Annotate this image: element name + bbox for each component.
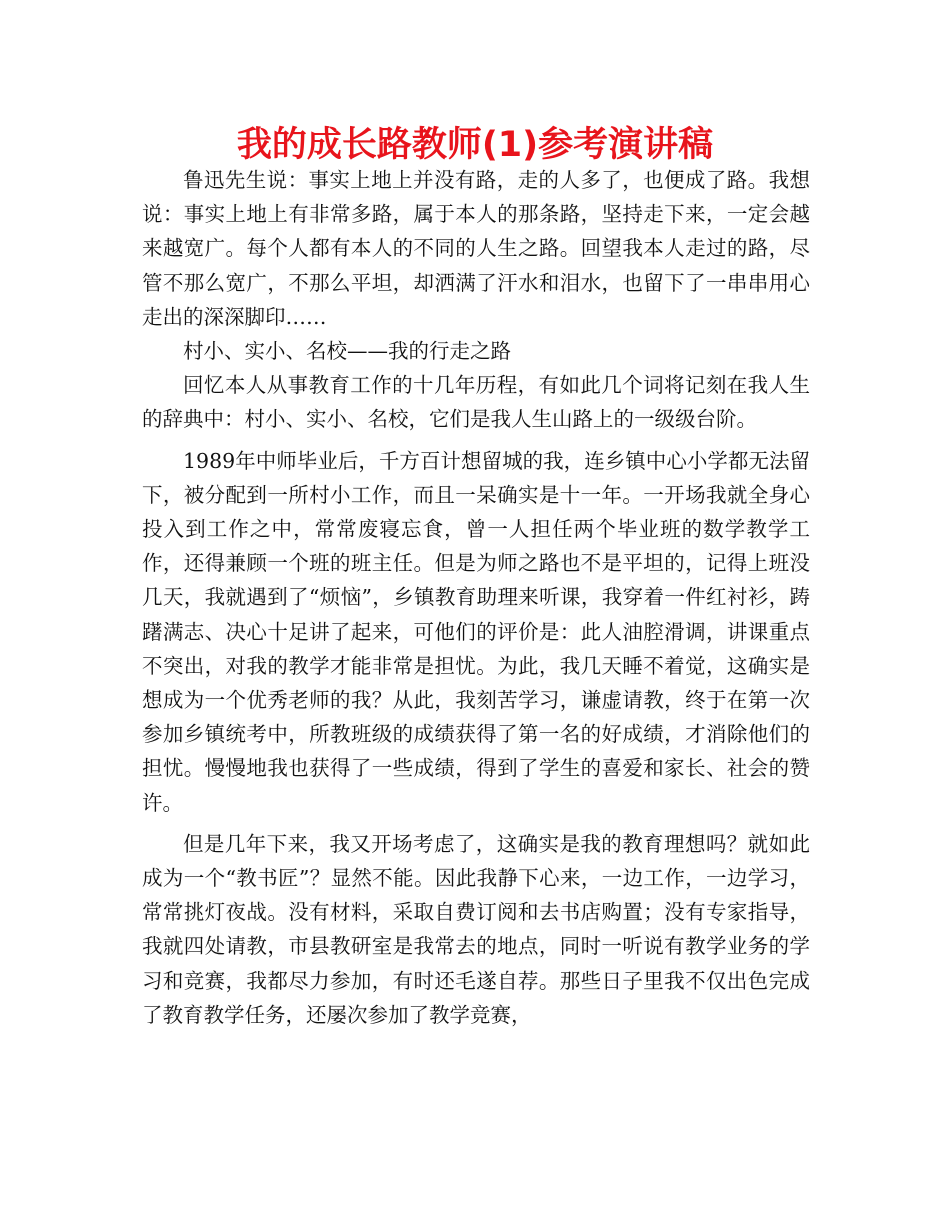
document-body — [142, 163, 810, 1032]
paragraph-recollection: 回忆本人从事教育工作的十几年历程，有如此几个词将记刻在我人生的辞典中：村小、实小、名校，它们是我人生山路上的一级级台阶。 — [142, 373, 810, 432]
paragraph-reflection: 但是几年下来，我又开场考虑了，这确实是我的教育理想吗？就如此成为一个“教书匠”？显然不能。因此我静下心来，一边工作，一边学习，常常挑灯夜战。没有材料，采取自费订阅和去书店购置；没有专家指导，我就四处请教，市县教研室是我常去的地点，同时一听说有教学业务的学习和竞赛，我都尽力参加，有时还毛遂自荐。那些日子里我不仅出色完成了教育教学任务，还屡次参加了教学竞赛， — [142, 831, 810, 1027]
paragraph-village-school: 1989年中师毕业后，千方百计想留城的我，连乡镇中心小学都无法留下，被分配到一所村小工作，而且一呆确实是十一年。一开场我就全身心投入到工作之中，常常废寝忘食，曾一人担任两个毕业班的数学教学工作，还得兼顾一个班的班主任。但是为师之路也不是平坦的，记得上班没几天，我就遇到了“烦恼”，乡镇教育助理来听课，我穿着一件红衬衫，踌躇满志、决心十足讲了起来，可他们的评价是：此人油腔滑调，讲课重点不突出，对我的教学才能非常是担忧。为此，我几天睡不着觉，这确实是想成为一个优秀老师的我？从此，我刻苦学习，谦虚请教，终于在第一次参加乡镇统考中，所教班级的成绩获得了第一名的好成绩，才消除他们的担忧。慢慢地我也获得了一些成绩，得到了学生的喜爱和家长、社会的赞许。 — [142, 448, 810, 815]
paragraph-intro: 鲁迅先生说：事实上地上并没有路，走的人多了，也便成了路。我想说：事实上地上有非常多路，属于本人的那条路，坚持走下来，一定会越来越宽广。每个人都有本人的不同的人生之路。回望我本人走过的路，尽管不那么宽广，不那么平坦，却洒满了汗水和泪水，也留下了一串串用心走出的深深脚印…… — [142, 168, 810, 329]
document-title: 我的成长路教师(1)参考演讲稿 — [236, 125, 714, 165]
section-heading: 村小、实小、名校——我的行走之路 — [183, 339, 511, 364]
